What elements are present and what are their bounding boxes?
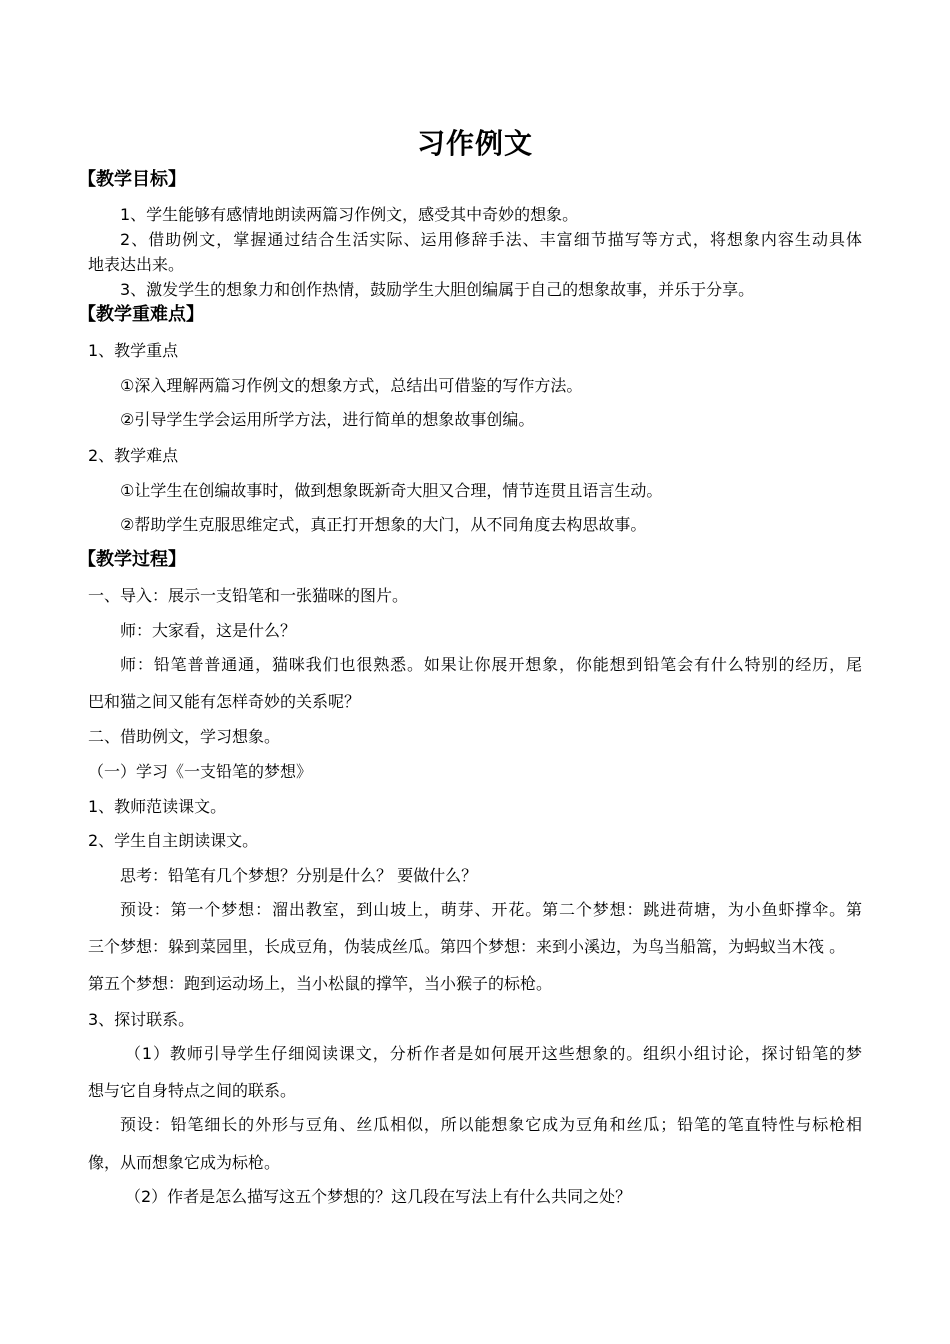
- question-2: （2）作者是怎么描写这五个梦想的？这几段在写法上有什么共同之处？: [125, 1187, 632, 1206]
- analysis-line-2: 想与它自身特点之间的联系。: [88, 1081, 297, 1100]
- goal-3: 3、激发学生的想象力和创作热情，鼓励学生大胆创编属于自己的想象故事，并乐于分享。: [120, 280, 755, 299]
- goal-2-line-1: 2、借助例文，掌握通过结合生活实际、运用修辞手法、丰富细节描写等方式，将想象内容生动具体: [120, 230, 862, 249]
- preset-line-3: 第五个梦想：跑到运动场上，当小松鼠的撑竿，当小猴子的标枪。: [88, 974, 553, 993]
- preset-line-1: 预设：第一个梦想：溜出教室，到山坡上，萌芽、开花。第二个梦想：跳进荷塘，为小鱼虾撑伞。第: [120, 900, 862, 919]
- page-title: 习作例文: [416, 127, 533, 160]
- key-point-2a: ①让学生在创编故事时，做到想象既新奇大胆又合理，情节连贯且语言生动。: [120, 481, 663, 500]
- process-step-2: 二、借助例文，学习想象。: [88, 727, 281, 746]
- step-3: 3、探讨联系。: [88, 1010, 195, 1029]
- key-point-1: 1、教学重点: [88, 341, 179, 360]
- key-heading: 【教学重难点】: [78, 304, 204, 325]
- teacher-line-1: 师：大家看，这是什么？: [120, 621, 297, 640]
- step-2: 2、学生自主朗读课文。: [88, 831, 259, 850]
- goals-heading: 【教学目标】: [78, 169, 186, 190]
- goal-1: 1、学生能够有感情地朗读两篇习作例文，感受其中奇妙的想象。: [120, 205, 579, 224]
- think-question: 思考：铅笔有几个梦想？分别是什么？ 要做什么？: [120, 866, 478, 885]
- process-heading: 【教学过程】: [78, 549, 186, 570]
- key-point-2: 2、教学难点: [88, 446, 179, 465]
- process-intro: 一、导入：展示一支铅笔和一张猫咪的图片。: [88, 586, 409, 605]
- step-1: 1、教师范读课文。: [88, 797, 227, 816]
- key-point-2b: ②帮助学生克服思维定式，真正打开想象的大门，从不同角度去构思故事。: [120, 515, 647, 534]
- key-point-1a: ①深入理解两篇习作例文的想象方式，总结出可借鉴的写作方法。: [120, 376, 583, 395]
- preset2-line-1: 预设：铅笔细长的外形与豆角、丝瓜相似，所以能想象它成为豆角和丝瓜；铅笔的笔直特性与标枪相: [120, 1115, 862, 1134]
- teacher-line-2a: 师：铅笔普普通通，猫咪我们也很熟悉。如果让你展开想象，你能想到铅笔会有什么特别的经历，尾: [120, 655, 862, 674]
- key-point-1b: ②引导学生学会运用所学方法，进行简单的想象故事创编。: [120, 410, 535, 429]
- preset2-line-2: 像，从而想象它成为标枪。: [88, 1153, 281, 1172]
- teacher-line-2b: 巴和猫之间又能有怎样奇妙的关系呢？: [88, 692, 361, 711]
- analysis-line-1: （1）教师引导学生仔细阅读课文，分析作者是如何展开这些想象的。组织小组讨论，探讨铅笔的梦: [125, 1044, 862, 1063]
- goal-2-line-2: 地表达出来。: [88, 255, 185, 274]
- preset-line-2: 三个梦想：躲到菜园里，长成豆角，伪装成丝瓜。第四个梦想：来到小溪边，为鸟当船篙，为蚂蚁当木筏 。: [88, 937, 846, 956]
- subsection-1: （一）学习《一支铅笔的梦想》: [88, 762, 313, 781]
